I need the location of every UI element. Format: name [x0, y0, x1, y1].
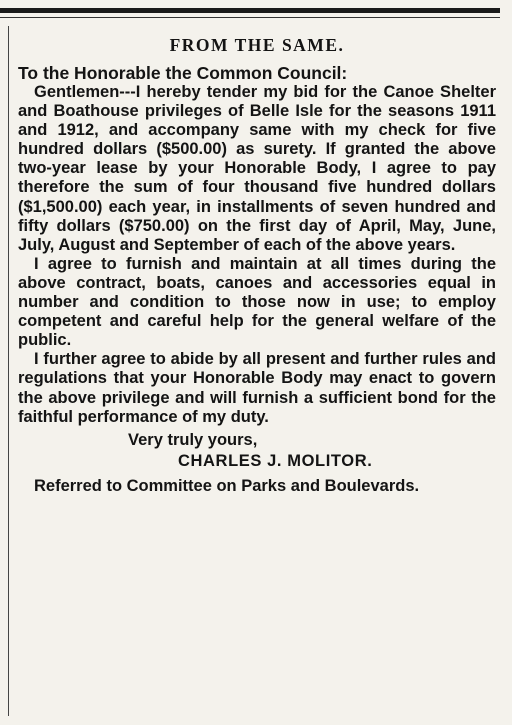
column-border: [8, 26, 9, 716]
paragraph-furnish: I agree to furnish and maintain at all times during the above contract, boats, canoes and accessories equal in number and condition to those now in use; to employ competent and careful help for the general welfare of the public.: [18, 254, 496, 350]
closing: Very truly yours,: [128, 430, 258, 449]
salutation: To the Honorable the Common Council:: [18, 63, 348, 83]
signature: CHARLES J. MOLITOR.: [178, 451, 373, 470]
top-rule-thick: [0, 8, 500, 13]
top-rule-thin: [0, 17, 500, 18]
referral-note: Referred to Committee on Parks and Boulevards.: [34, 476, 420, 495]
document-heading: FROM THE SAME.: [169, 35, 345, 55]
paragraph-bid: Gentlemen---I hereby tender my bid for the Canoe Shelter and Boathouse privileges of Belle Isle for the seasons 1911 and 1912, and accompany same with my check for five hundred dollars ($500.00) as surety. If granted the above two-year lease by your Honorable Body, I agree to pay therefore the sum of four thousand five hundred dollars ($1,500.00) each year, in installments of seven hundred and fifty dollars ($750.00) on the first day of April, May, June, July, August and September of each of the above years.: [18, 83, 496, 254]
paragraph-rules: I further agree to abide by all present and further rules and regulations that your Honorable Body may enact to govern the above privilege and will furnish a sufficient bond for the faithful performance of my duty.: [18, 350, 496, 426]
document-column: [18, 28, 496, 496]
